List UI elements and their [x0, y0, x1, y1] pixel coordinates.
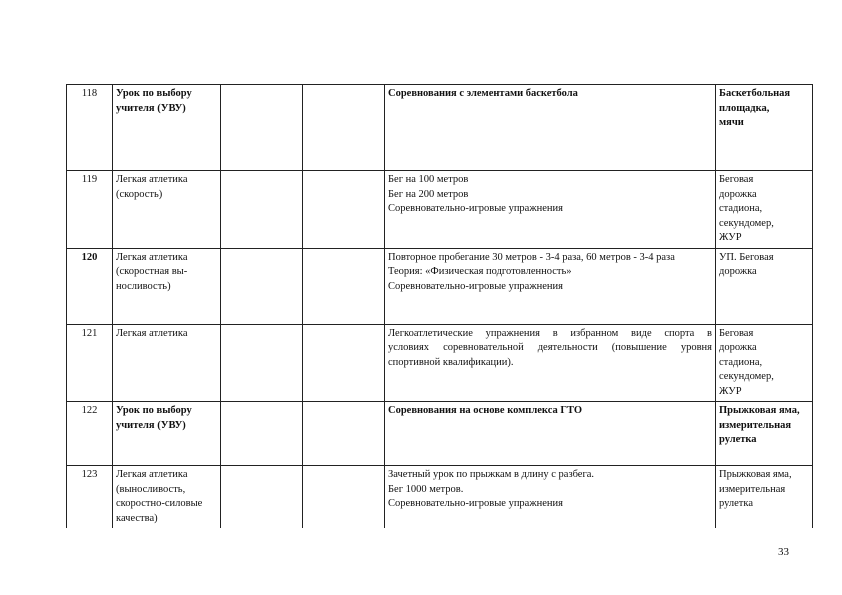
empty-cell-1: [221, 402, 303, 466]
cell-line: Урок по выбору: [116, 405, 192, 416]
cell-line: Бег на 100 метров: [388, 174, 469, 185]
cell-line: (скорость): [116, 188, 163, 200]
table-row: [67, 402, 813, 466]
cell-line: дорожка: [719, 342, 757, 353]
cell-line: Повторное пробегание 30 метров - 3-4 раза, 60 метров - 3-4 раза: [388, 251, 675, 263]
empty-cell-1: [221, 324, 303, 402]
cell-line: Легкоатлетические упражнения в избранном виде спорта в: [388, 327, 712, 339]
cell-line: Зачетный урок по прыжкам в длину с разбега.: [388, 469, 595, 480]
lesson-number-cell: 122: [67, 402, 113, 466]
cell-line: Баскетбольная: [719, 88, 791, 99]
cell-line: рулетка: [719, 434, 757, 445]
cell-line: УП. Беговая: [719, 251, 774, 263]
lesson-topic-cell: [113, 324, 221, 402]
cell-line: Беговая: [719, 174, 754, 185]
lesson-content-cell: [385, 466, 716, 529]
lesson-content-cell: [385, 85, 716, 171]
cell-line: стадиона,: [719, 356, 763, 368]
cell-line: Бег на 200 метров: [388, 188, 469, 200]
cell-line: Соревновательно-игровые упражнения: [388, 498, 563, 509]
cell-line: Прыжковая яма,: [719, 405, 800, 416]
lesson-number-cell: 119: [67, 171, 113, 249]
lesson-number-cell: 118: [67, 85, 113, 171]
cell-line: Соревнования с элементами баскетбола: [388, 88, 578, 99]
empty-cell-1: [221, 85, 303, 171]
empty-cell-1: [221, 466, 303, 529]
lesson-topic-cell: [113, 248, 221, 324]
cell-line: измерительная: [719, 483, 786, 495]
empty-cell-2: [303, 248, 385, 324]
cell-line: Соревнования на основе комплекса ГТО: [388, 405, 583, 416]
lesson-content-cell: [385, 248, 716, 324]
lesson-topic-cell: [113, 171, 221, 249]
cell-line: площадка,: [719, 102, 770, 114]
lesson-content-cell: [385, 171, 716, 249]
cell-line: Легкая атлетика: [116, 174, 188, 185]
empty-cell-1: [221, 171, 303, 249]
cell-line: скоростно-силовые: [116, 498, 203, 509]
lesson-number-cell: 120: [67, 248, 113, 324]
empty-cell-2: [303, 466, 385, 529]
cell-line: Теория: «Физическая подготовленность»: [388, 266, 572, 277]
cell-line: Легкая атлетика: [116, 469, 188, 480]
equipment-cell: [716, 324, 813, 402]
equipment-cell: [716, 466, 813, 529]
cell-line: Урок по выбору: [116, 88, 192, 99]
empty-cell-2: [303, 85, 385, 171]
cell-line: качества): [116, 512, 158, 524]
cell-line: условиях соревновательной деятельности (повышение уровня: [388, 342, 712, 353]
empty-cell-2: [303, 324, 385, 402]
cell-line: дорожка: [719, 266, 757, 277]
cell-line: Легкая атлетика: [116, 327, 188, 339]
equipment-cell: [716, 402, 813, 466]
cell-line: (выносливость,: [116, 483, 186, 495]
lesson-number-cell: 121: [67, 324, 113, 402]
cell-line: Соревновательно-игровые упражнения: [388, 280, 563, 292]
cell-line: секундомер,: [719, 371, 774, 382]
cell-line: рулетка: [719, 498, 753, 509]
table-row: [67, 324, 813, 402]
empty-cell-1: [221, 248, 303, 324]
lesson-topic-cell: [113, 85, 221, 171]
table-row: [67, 171, 813, 249]
cell-line: Соревновательно-игровые упражнения: [388, 203, 563, 214]
table-row: [67, 466, 813, 529]
cell-line: дорожка: [719, 188, 757, 200]
cell-line: учителя (УВУ): [116, 419, 186, 431]
cell-line: носливость): [116, 280, 171, 292]
empty-cell-2: [303, 171, 385, 249]
cell-line: мячи: [719, 117, 744, 128]
cell-line: Легкая атлетика: [116, 251, 188, 263]
page-number: 33: [778, 546, 789, 558]
table-row: [67, 248, 813, 324]
lesson-content-cell: [385, 402, 716, 466]
table-row: [67, 85, 813, 171]
lesson-topic-cell: [113, 466, 221, 529]
equipment-cell: [716, 85, 813, 171]
table-body: [67, 85, 813, 529]
equipment-cell: [716, 248, 813, 324]
cell-line: стадиона,: [719, 203, 763, 214]
lesson-plan-table: [66, 84, 813, 528]
cell-line: Беговая: [719, 327, 754, 339]
lesson-topic-cell: [113, 402, 221, 466]
cell-line: секундомер,: [719, 217, 774, 229]
lesson-number-cell: 123: [67, 466, 113, 529]
cell-line: спортивной квалификации).: [388, 356, 514, 368]
cell-line: измерительная: [719, 419, 792, 431]
cell-line: (скоростная вы-: [116, 266, 188, 277]
cell-line: Прыжковая яма,: [719, 469, 792, 480]
lesson-content-cell: [385, 324, 716, 402]
cell-line: ЖУР: [719, 385, 742, 397]
cell-line: учителя (УВУ): [116, 102, 186, 114]
cell-line: ЖУР: [719, 232, 742, 243]
cell-line: Бег 1000 метров.: [388, 483, 464, 495]
empty-cell-2: [303, 402, 385, 466]
equipment-cell: [716, 171, 813, 249]
